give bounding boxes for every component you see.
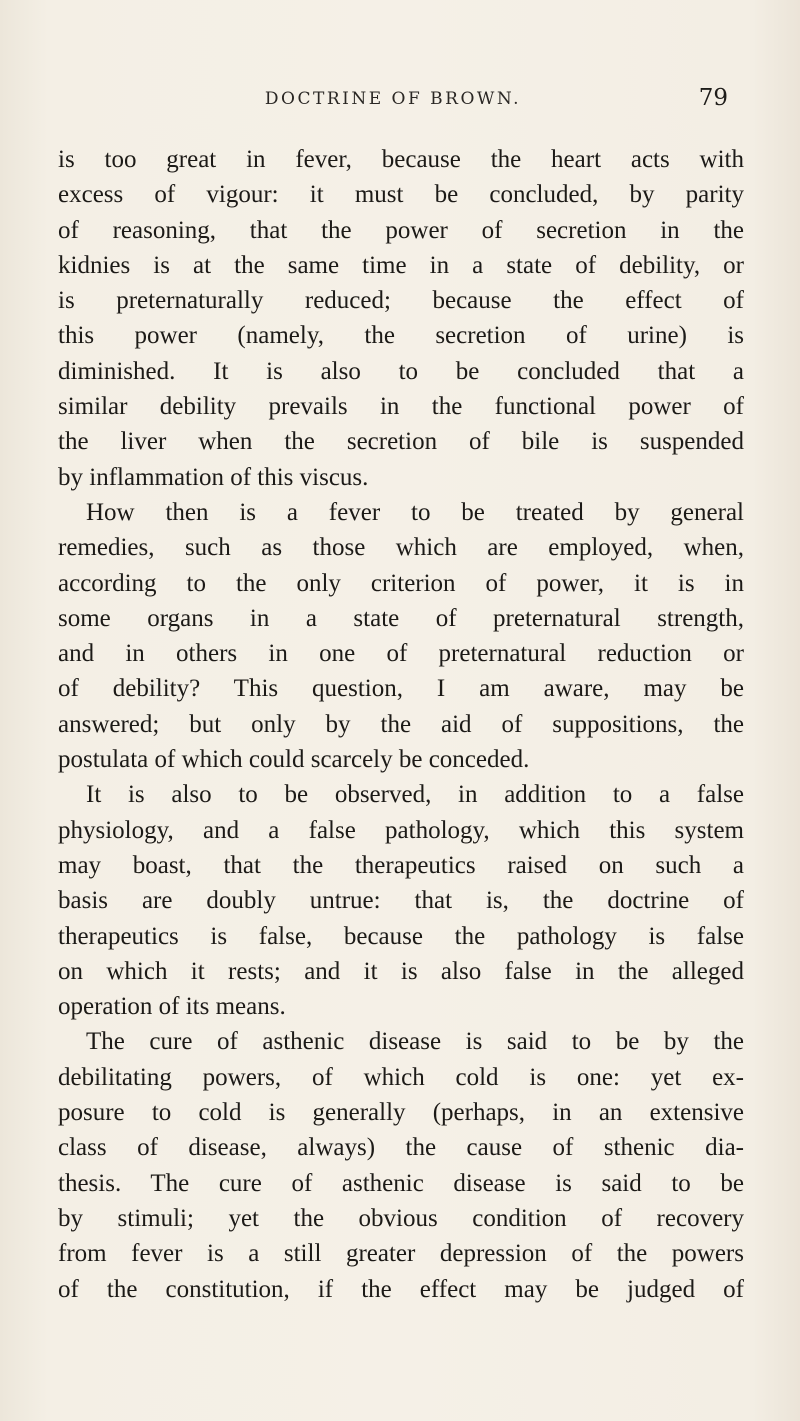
text-line: by inflammation of this viscus. <box>58 463 369 491</box>
text-line: thesis. The cure of asthenic disease is said to be <box>58 1169 744 1197</box>
text-line: of debility? This question, I am aware, may be <box>58 675 744 703</box>
text-line: and in others in one of preternatural reduction or <box>58 640 744 668</box>
running-title: DOCTRINE OF BROWN. <box>264 89 522 109</box>
text-line: according to the only criterion of power, it is in <box>58 569 744 597</box>
text-line: remedies, such as those which are employed, when, <box>58 534 744 562</box>
text-line: It is also to be observed, in addition to a false <box>86 781 744 809</box>
text-line: physiology, and a false pathology, which this system <box>58 816 744 844</box>
text-line: postulata of which could scarcely be conceded. <box>58 746 530 774</box>
text-line: How then is a fever to be treated by general <box>86 498 744 526</box>
text-line: may boast, that the therapeutics raised on such a <box>58 851 744 879</box>
text-line: excess of vigour: it must be concluded, by parity <box>58 181 744 209</box>
text-line: kidnies is at the same time in a state of debility, or <box>58 251 744 279</box>
text-line: therapeutics is false, because the pathology is false <box>58 922 744 950</box>
page-number: 79 <box>698 85 728 111</box>
text-line: diminished. It is also to be concluded that a <box>58 357 744 385</box>
text-line: posure to cold is generally (perhaps, in an extensive <box>58 1099 744 1127</box>
text-line: some organs in a state of preternatural strength, <box>58 604 744 632</box>
text-line: from fever is a still greater depression of the powers <box>58 1240 744 1268</box>
text-line: class of disease, always) the cause of sthenic dia- <box>58 1134 744 1162</box>
text-line: operation of its means. <box>58 993 286 1021</box>
text-line: The cure of asthenic disease is said to be by the <box>86 1028 744 1056</box>
text-line: of reasoning, that the power of secretion in the <box>58 216 744 244</box>
text-line: is preternaturally reduced; because the effect of <box>58 287 744 315</box>
text-line: answered; but only by the aid of suppositions, the <box>58 710 744 738</box>
body-text <box>58 142 744 1307</box>
text-line: on which it rests; and it is also false in the alleged <box>58 957 744 985</box>
text-line: basis are doubly untrue: that is, the doctrine of <box>58 887 744 915</box>
text-line: this power (namely, the secretion of urine) is <box>58 322 744 350</box>
text-line: by stimuli; yet the obvious condition of recovery <box>58 1204 744 1232</box>
text-line: debilitating powers, of which cold is one: yet ex- <box>58 1063 744 1091</box>
running-head <box>58 85 728 119</box>
text-line: similar debility prevails in the functional power of <box>58 393 744 421</box>
text-line: the liver when the secretion of bile is suspended <box>58 428 744 456</box>
text-line: is too great in fever, because the heart acts with <box>58 146 744 173</box>
text-line: of the constitution, if the effect may be judged of <box>58 1275 744 1303</box>
